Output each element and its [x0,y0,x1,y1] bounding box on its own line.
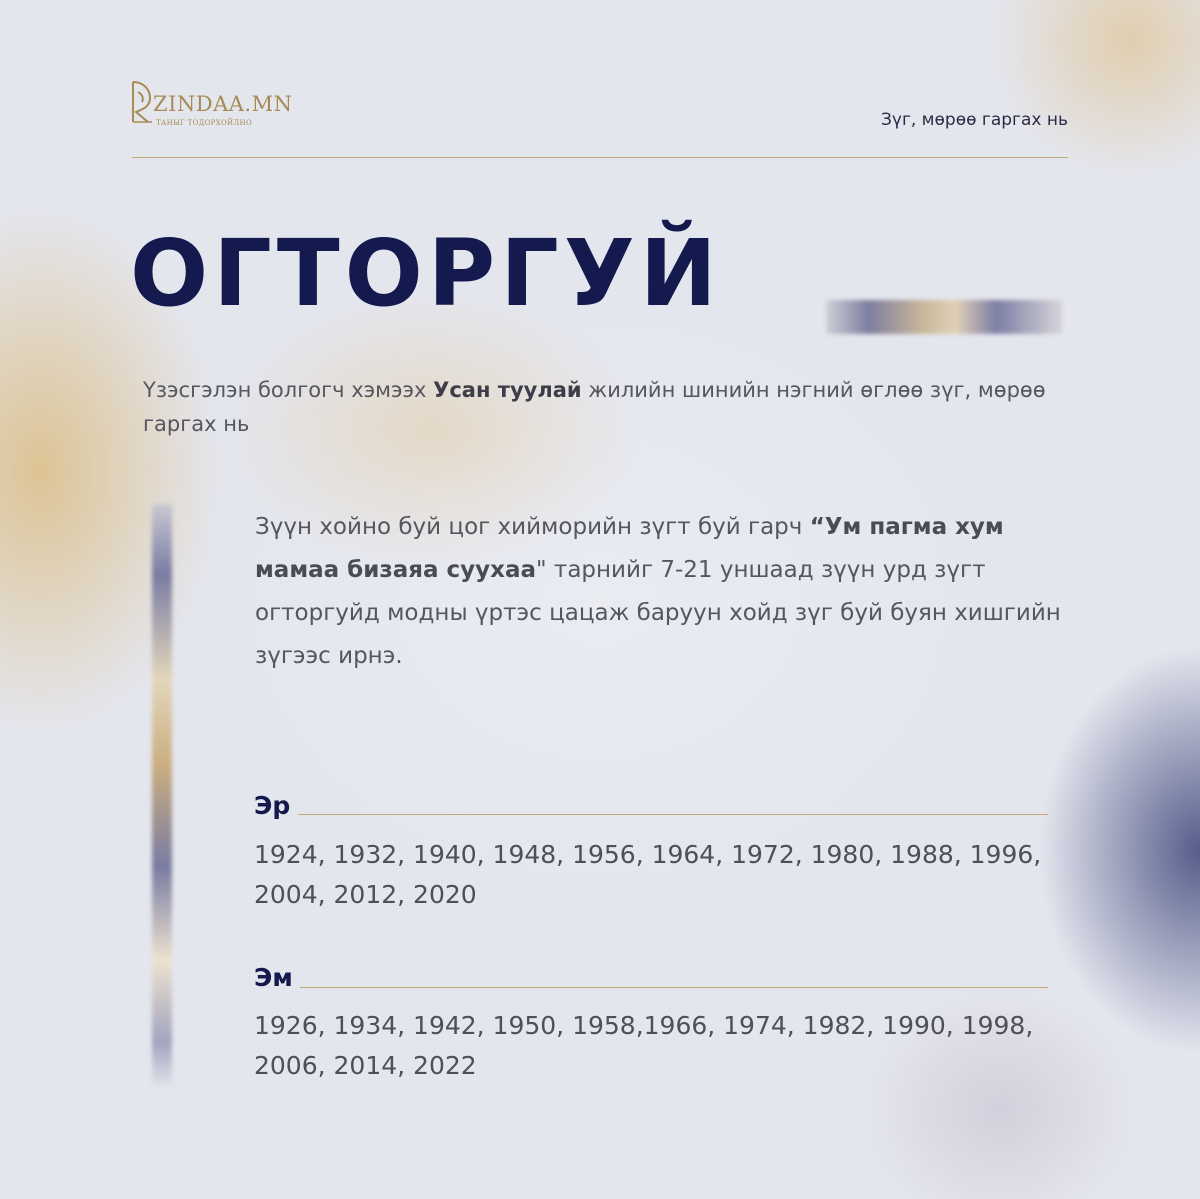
male-years [254,835,1074,915]
female-years-line-1: 1926, 1934, 1942, 1950, 1958,1966, 1974, 1982, 1990, 1998, [254,1011,1034,1040]
subtitle-text-start: Үзэсгэлэн болгогч хэмээх [143,378,434,402]
vertical-accent-bar [152,504,172,1089]
female-years [254,1006,1074,1086]
female-divider [300,987,1048,988]
male-years-line-1: 1924, 1932, 1940, 1948, 1956, 1964, 1972, 1980, 1988, 1996, [254,840,1042,869]
header-divider [132,157,1068,158]
logo [130,78,330,138]
title-accent-bar [826,300,1062,334]
body-text-start: Зүүн хойно буй цог хийморийн зүгт буй гарч [255,514,810,540]
female-label: Эм [254,963,293,992]
body-text-end: " тарнийг 7-21 уншаад зүүн урд зүгт огторгуйд модны үртэс цацаж баруун хойд зүг буй буян хишгийн зүгээс ирнэ. [255,557,1061,669]
subtitle-text-end: жилийн шинийн нэгний өглөө зүг, мөрөө гаргах нь [143,378,1046,436]
female-years-line-2: 2006, 2014, 2022 [254,1051,477,1080]
male-divider [298,814,1048,815]
header-caption: Зүг, мөрөө гаргах нь [880,110,1068,130]
male-years-line-2: 2004, 2012, 2020 [254,880,477,909]
body-paragraph [255,506,1075,678]
subtitle-bold-text: Усан туулай [433,378,582,402]
logo-name: ZINDAA.MN [153,92,293,116]
page-title: ОГТОРГУЙ [130,220,722,327]
logo-tagline: ТАНЫГ ТОДОРХОЙЛНО [156,119,252,127]
subtitle [143,373,1073,441]
logo-emblem-icon [130,78,154,128]
body-mantra: “Ум пагма хум мамаа бизаяа суухаа [255,514,1004,583]
male-label: Эр [254,791,291,820]
